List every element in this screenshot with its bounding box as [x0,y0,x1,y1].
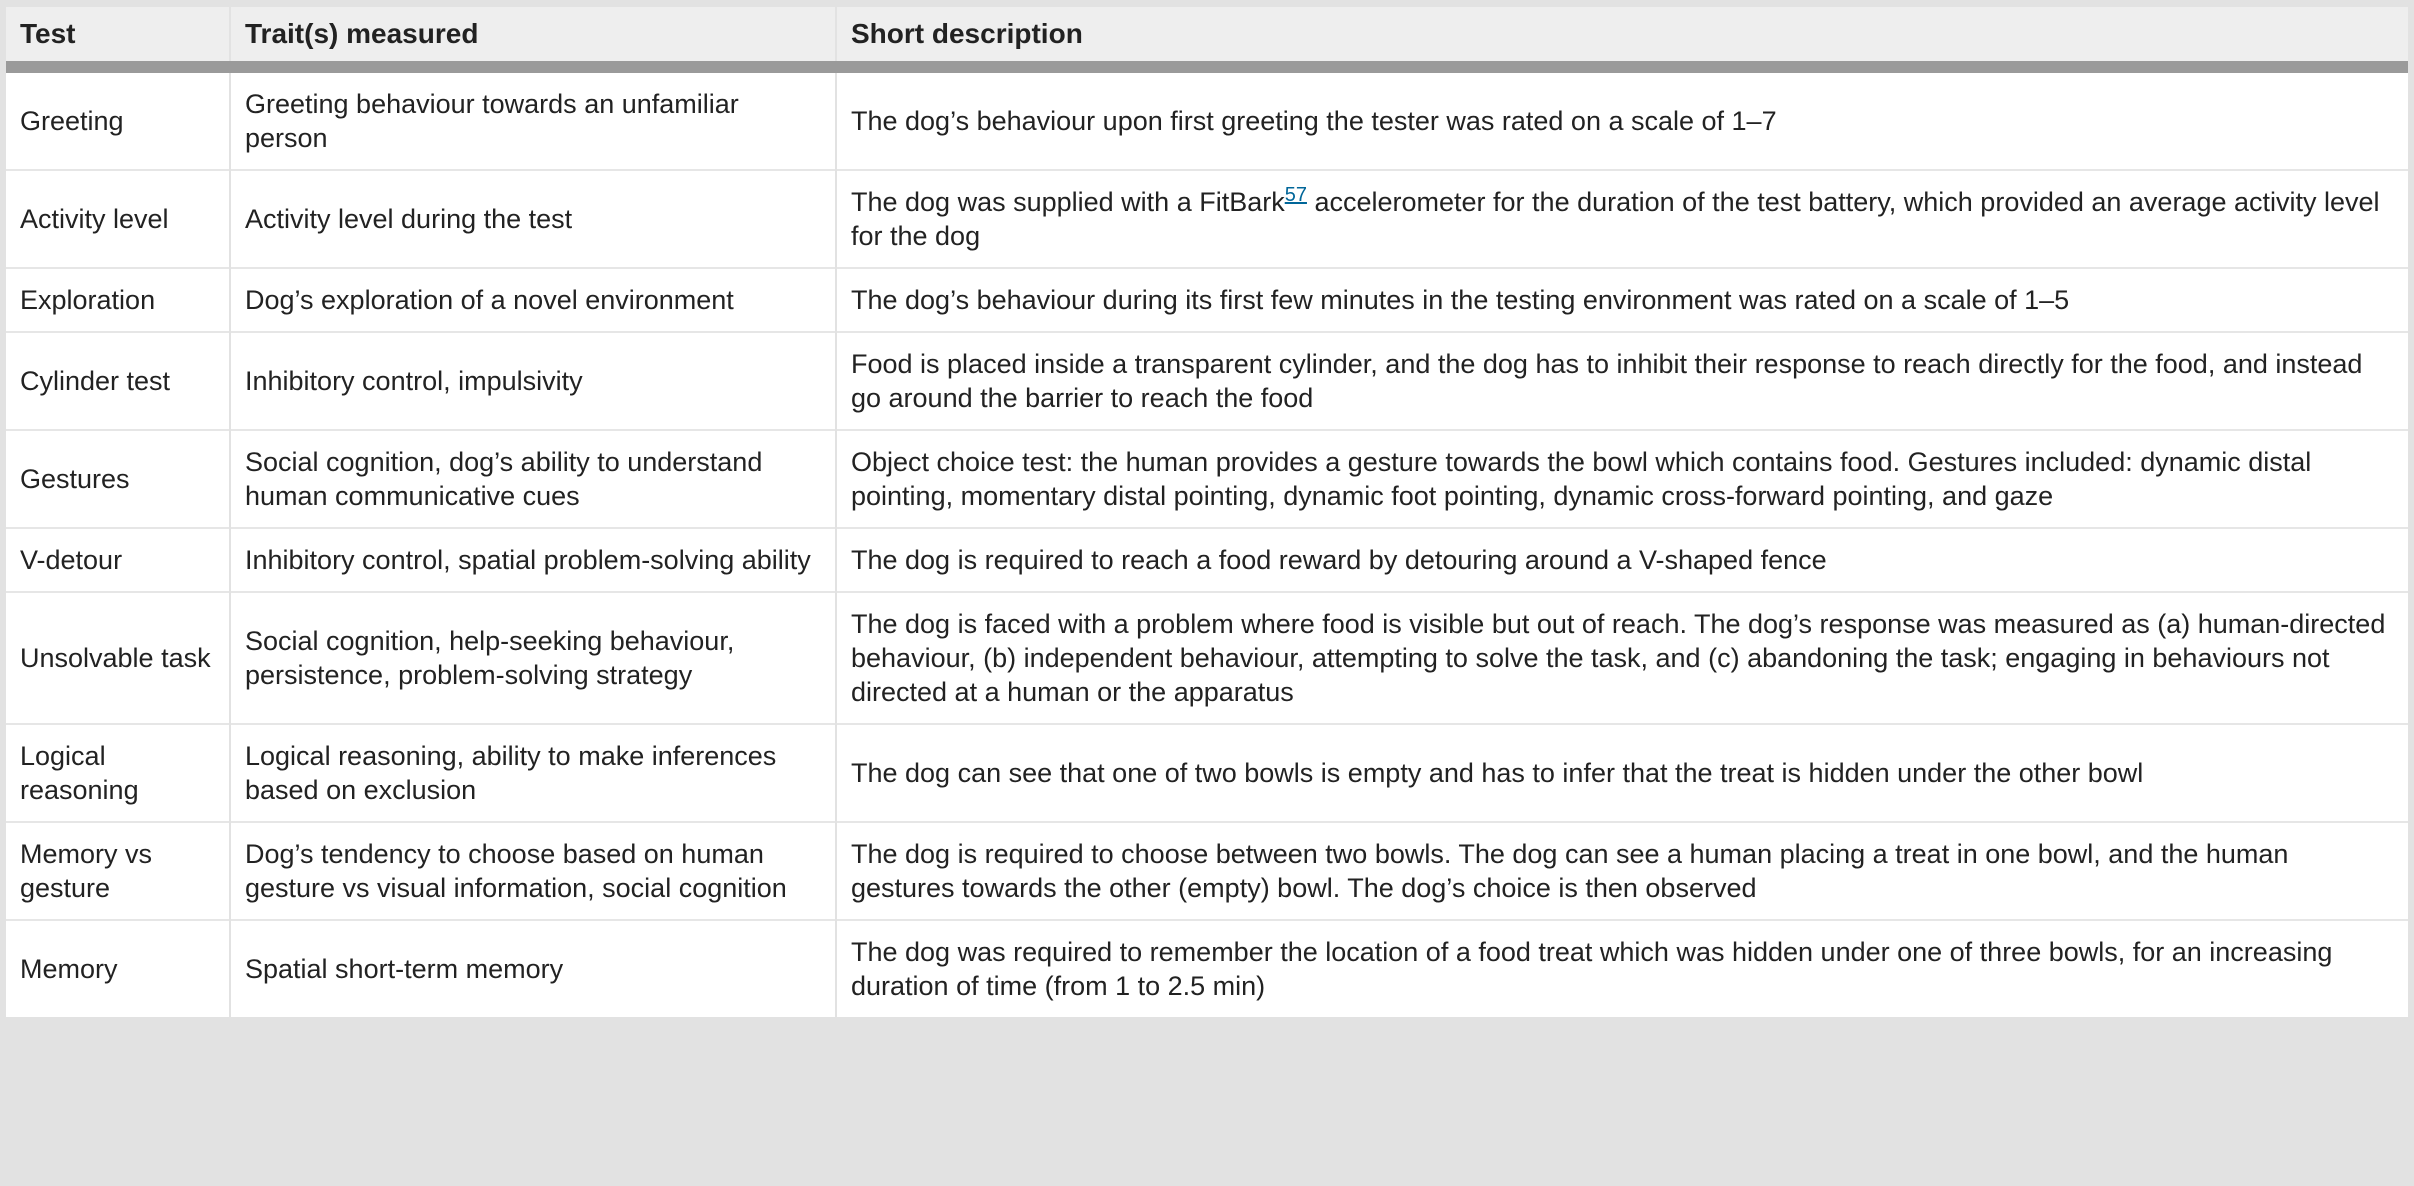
cell-test-name: Gestures [6,430,230,528]
cell-traits-measured: Logical reasoning, ability to make inferences based on exclusion [230,724,836,822]
cell-short-description [836,592,2408,724]
description-text: The dog can see that one of two bowls is empty and has to infer that the treat is hidden under the other bowl [851,758,2144,788]
cell-test-name: Cylinder test [6,332,230,430]
description-text: accelerometer for the duration of the test battery, which provided an average activity level for the dog [851,187,2380,251]
cell-short-description [836,170,2408,268]
cell-short-description [836,920,2408,1017]
cell-test-name: Greeting [6,67,230,170]
table-row [6,430,2408,528]
cell-test-name: Activity level [6,170,230,268]
description-text: Object choice test: the human provides a gesture towards the bowl which contains food. Gestures included: dynamic distal pointing, momentary distal pointing, dynamic foot pointing, dynamic cross-forward pointing, and gaze [851,447,2312,511]
table-row [6,528,2408,592]
header-row [6,7,2408,67]
table-row [6,724,2408,822]
cell-traits-measured: Dog’s exploration of a novel environment [230,268,836,332]
cell-traits-measured: Dog’s tendency to choose based on human gesture vs visual information, social cognition [230,822,836,920]
cell-traits-measured: Greeting behaviour towards an unfamiliar person [230,67,836,170]
description-text: The dog’s behaviour during its first few minutes in the testing environment was rated on a scale of 1–5 [851,285,2070,315]
cell-traits-measured: Inhibitory control, impulsivity [230,332,836,430]
cell-test-name: Unsolvable task [6,592,230,724]
description-text: The dog was supplied with a FitBark [851,187,1285,217]
cell-test-name: Memory [6,920,230,1017]
cell-short-description [836,67,2408,170]
cell-short-description [836,332,2408,430]
cell-test-name: Logical reasoning [6,724,230,822]
column-header-description: Short description [836,7,2408,67]
table-header [6,7,2408,67]
cell-short-description [836,822,2408,920]
column-header-traits: Trait(s) measured [230,7,836,67]
cell-test-name: Memory vs gesture [6,822,230,920]
cell-traits-measured: Spatial short-term memory [230,920,836,1017]
description-text: The dog is faced with a problem where food is visible but out of reach. The dog’s response was measured as (a) human-directed behaviour, (b) independent behaviour, attempting to solve the task, and (c) abandoning the task; engaging in behaviours not directed at a human or the apparatus [851,609,2386,707]
description-text: Food is placed inside a transparent cylinder, and the dog has to inhibit their response to reach directly for the food, and instead go around the barrier to reach the food [851,349,2363,413]
cell-traits-measured: Social cognition, dog’s ability to understand human communicative cues [230,430,836,528]
table-row [6,67,2408,170]
cell-short-description [836,528,2408,592]
description-text: The dog is required to choose between two bowls. The dog can see a human placing a treat in one bowl, and the human gestures towards the other (empty) bowl. The dog’s choice is then observed [851,839,2289,903]
citation-link[interactable]: 57 [1284,184,1307,206]
description-text: The dog was required to remember the location of a food treat which was hidden under one of three bowls, for an increasing duration of time (from 1 to 2.5 min) [851,937,2333,1001]
dog-test-battery-table [6,7,2408,1017]
cell-short-description [836,430,2408,528]
cell-traits-measured: Social cognition, help-seeking behaviour, persistence, problem-solving strategy [230,592,836,724]
cell-traits-measured: Inhibitory control, spatial problem-solving ability [230,528,836,592]
table-row [6,920,2408,1017]
cell-test-name: V-detour [6,528,230,592]
table-row [6,268,2408,332]
table-row [6,822,2408,920]
table-row [6,332,2408,430]
table-row [6,592,2408,724]
cell-short-description [836,268,2408,332]
description-text: The dog is required to reach a food reward by detouring around a V-shaped fence [851,545,1827,575]
table-row [6,170,2408,268]
cell-short-description [836,724,2408,822]
cell-test-name: Exploration [6,268,230,332]
cell-traits-measured: Activity level during the test [230,170,836,268]
citation-superscript [1285,184,1307,206]
table-body [6,67,2408,1017]
column-header-test: Test [6,7,230,67]
description-text: The dog’s behaviour upon first greeting the tester was rated on a scale of 1–7 [851,106,1777,136]
